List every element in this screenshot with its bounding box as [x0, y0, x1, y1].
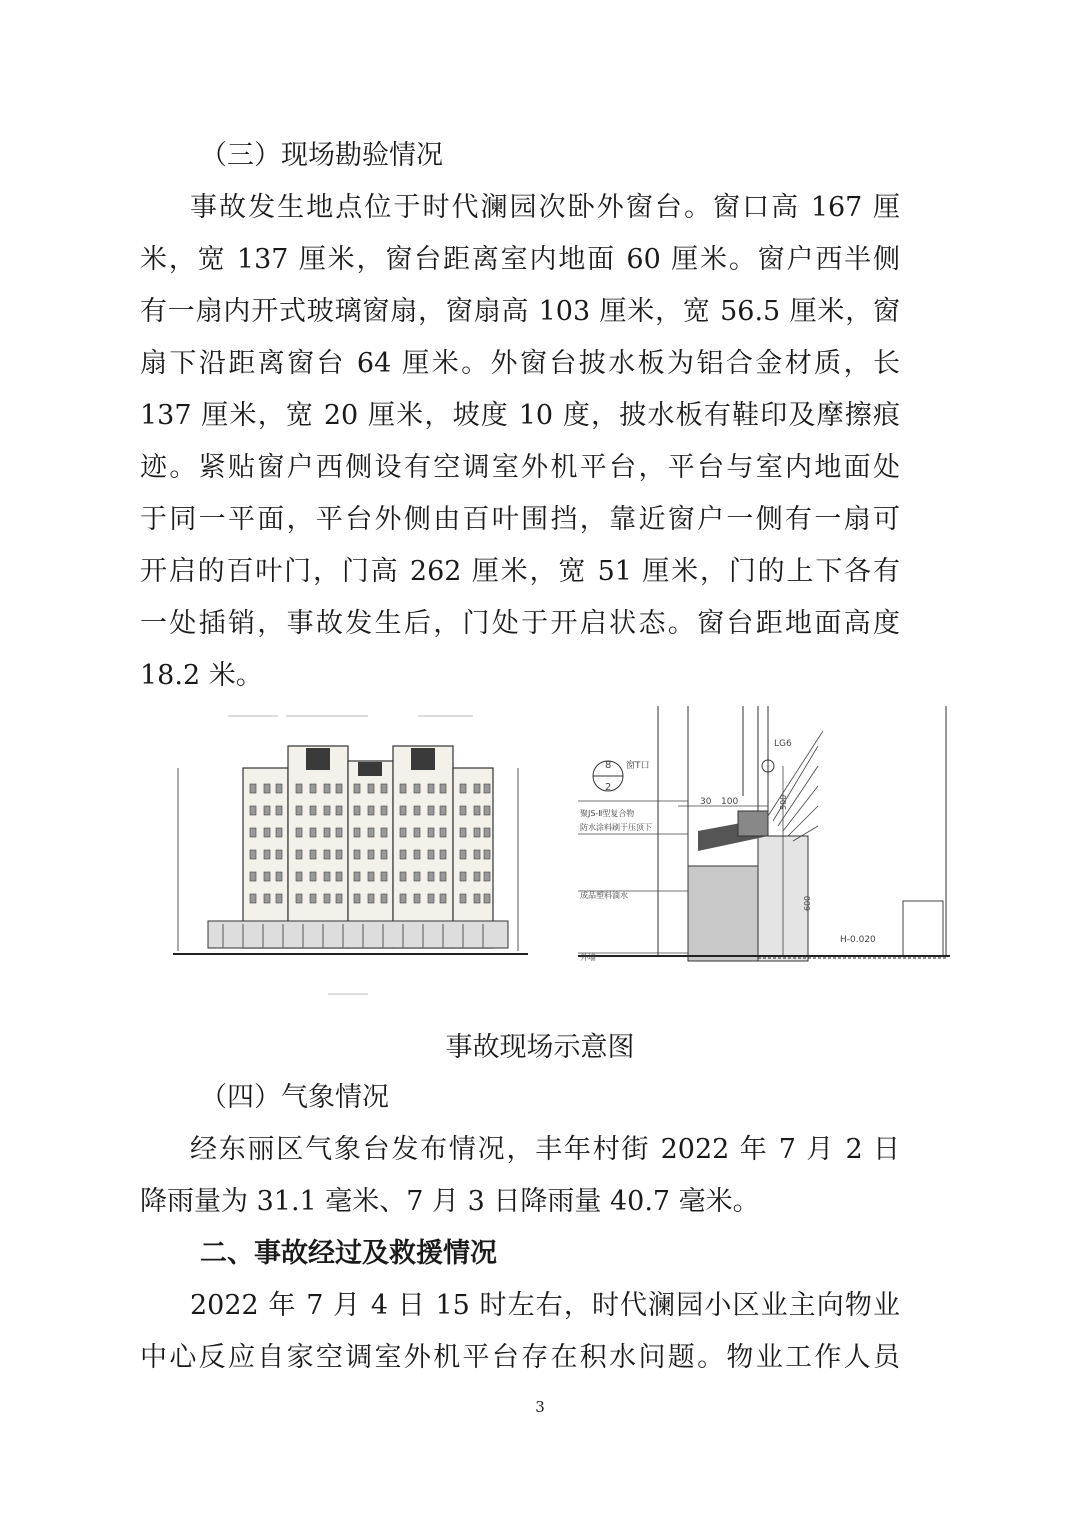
paragraph-line: 事故发生地点位于时代澜园次卧外窗台。窗口高 167 厘	[190, 192, 900, 223]
detail-material-1: 聚JS-Ⅱ型复合物	[580, 809, 635, 818]
section-heading-survey: （三）现场勘验情况	[200, 140, 443, 171]
detail-window-label: 窗T口	[626, 761, 650, 771]
detail-material-3: 成品塑料滴水	[580, 891, 628, 900]
detail-wall: 外墙	[580, 953, 596, 962]
paragraph-line: 降雨量为 31.1 毫米、7 月 3 日降雨量 40.7 毫米。	[140, 1186, 760, 1217]
paragraph-line: 有一扇内开式玻璃窗扇，窗扇高 103 厘米，宽 56.5 厘米，窗	[140, 296, 900, 327]
section-heading-weather: （四）气象情况	[200, 1082, 389, 1113]
detail-ref-mark-bottom: 2	[605, 782, 612, 793]
building-elevation-drawing	[168, 706, 538, 998]
detail-dim-600: 600	[803, 895, 812, 911]
window-sill-detail-drawing	[578, 706, 950, 974]
paragraph-line: 经东丽区气象台发布情况，丰年村街 2022 年 7 月 2 日	[190, 1134, 900, 1165]
detail-level: H-0.020	[840, 935, 876, 945]
paragraph-line: 于同一平面，平台外侧由百叶围挡，靠近窗户一侧有一扇可	[140, 504, 900, 535]
paragraph-line: 开启的百叶门，门高 262 厘米，宽 51 厘米，门的上下各有	[140, 556, 900, 587]
paragraph-line: 中心反应自家空调室外机平台存在积水问题。物业工作人员	[140, 1342, 900, 1373]
detail-ref-mark-top: 8	[605, 760, 612, 771]
paragraph-line: 一处插销，事故发生后，门处于开启状态。窗台距地面高度	[140, 608, 900, 639]
figure-caption: 事故现场示意图	[445, 1032, 635, 1063]
detail-lg: LG6	[774, 739, 792, 749]
detail-dim-100: 100	[721, 797, 739, 807]
paragraph-line: 米，宽 137 厘米，窗台距离室内地面 60 厘米。窗户西半侧	[140, 244, 900, 275]
paragraph-line: 扇下沿距离窗台 64 厘米。外窗台披水板为铝合金材质，长	[140, 348, 900, 379]
paragraph-line: 18.2 米。	[140, 660, 263, 691]
paragraph-line: 137 厘米，宽 20 厘米，坡度 10 度，披水板有鞋印及摩擦痕	[140, 400, 900, 431]
paragraph-line: 迹。紧贴窗户西侧设有空调室外机平台，平台与室内地面处	[140, 452, 900, 483]
detail-dim-30: 30	[700, 797, 712, 807]
page-number: 3	[535, 1398, 545, 1416]
paragraph-line: 2022 年 7 月 4 日 15 时左右，时代澜园小区业主向物业	[190, 1290, 900, 1321]
detail-dim-500: 500	[779, 794, 788, 810]
section-heading-process: 二、事故经过及救援情况	[200, 1238, 497, 1269]
detail-material-2: 防水涂料刷于压顶下	[580, 823, 652, 832]
